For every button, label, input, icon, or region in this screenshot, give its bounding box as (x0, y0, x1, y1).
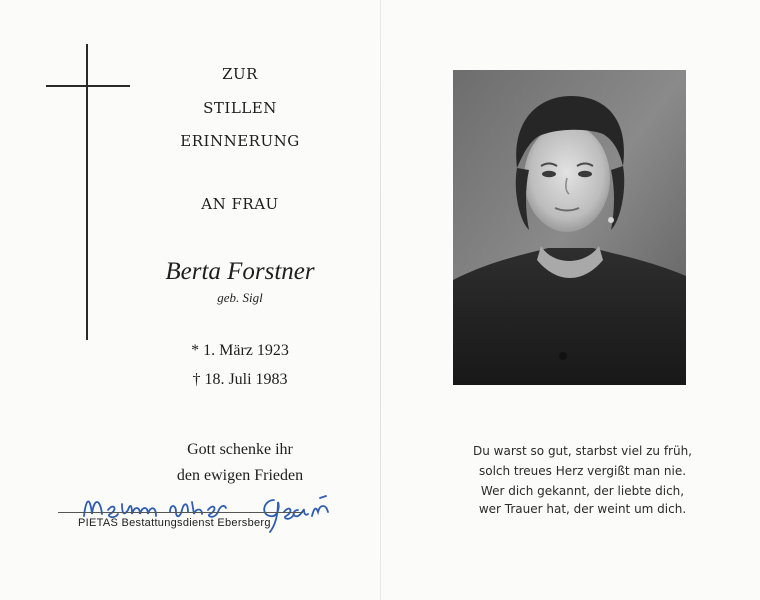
portrait-photo (453, 70, 686, 385)
poem-line-3: Wer dich gekannt, der liebte dich, (480, 484, 685, 498)
undertaker-imprint: PIETAS Bestattungsdienst Ebersberg (78, 517, 271, 529)
heading-line-1: ZUR (222, 65, 258, 83)
signature-line (58, 512, 303, 513)
blessing-line-2: den ewigen Frieden (176, 467, 304, 484)
deceased-name: Berta Forstner (165, 258, 315, 285)
maiden-name: geb. Sigl (217, 290, 263, 305)
poem-line-4: wer Trauer hat, der weint um dich. (478, 502, 687, 516)
card-fold (380, 0, 381, 600)
salutation: AN FRAU (201, 195, 279, 213)
birth-date: * 1. März 1923 (191, 342, 289, 359)
cross-icon (86, 44, 88, 340)
poem-line-2: solch treues Herz vergißt man nie. (478, 464, 687, 478)
cross-icon-bar (46, 85, 130, 87)
death-date: † 18. Juli 1983 (192, 371, 288, 388)
heading-line-3: ERINNERUNG (180, 132, 300, 150)
blessing-line-1: Gott schenke ihr (187, 441, 293, 458)
poem-line-1: Du warst so gut, starbst viel zu früh, (473, 444, 692, 458)
heading-line-2: STILLEN (203, 99, 277, 117)
